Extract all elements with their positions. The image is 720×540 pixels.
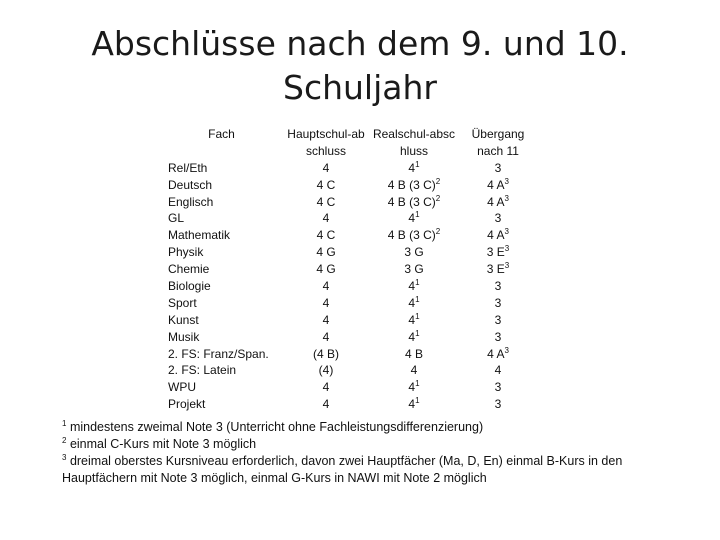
cell-fach-value: Projekt	[168, 397, 206, 412]
cell-uebergang	[459, 379, 537, 396]
header-uebergang-line1: Übergang	[471, 127, 525, 141]
cell-hauptschul-value: 4	[322, 295, 330, 310]
cell-uebergang-value: 4 A	[487, 177, 505, 192]
cell-fach-value: GL	[168, 211, 185, 226]
cell-fach-value: Rel/Eth	[168, 160, 208, 175]
cell-hauptschul	[283, 160, 369, 177]
cell-hauptschul	[283, 194, 369, 211]
footnote-ref: 3	[504, 176, 509, 186]
cell-hauptschul-value: (4)	[318, 363, 334, 378]
table-row	[168, 177, 537, 194]
cell-realschul	[369, 244, 459, 261]
footnote-ref: 1	[415, 294, 420, 304]
cell-realschul-value: 4	[408, 380, 416, 395]
footnote-ref: 1	[415, 328, 420, 338]
cell-realschul	[369, 396, 459, 413]
footnote-ref: 1	[415, 210, 420, 220]
grades-table	[168, 126, 537, 413]
cell-fach	[168, 244, 283, 261]
footnotes	[62, 419, 672, 487]
table-row	[168, 261, 537, 278]
table-row	[168, 227, 537, 244]
table-row	[168, 278, 537, 295]
table-row	[168, 329, 537, 346]
cell-fach	[168, 194, 283, 211]
cell-uebergang	[459, 210, 537, 227]
table-header-row-2	[168, 143, 537, 160]
cell-realschul	[369, 312, 459, 329]
cell-uebergang	[459, 329, 537, 346]
cell-hauptschul-value: 4 G	[316, 245, 336, 260]
cell-uebergang-value: 3	[494, 211, 502, 226]
footnote-ref: 3	[504, 261, 510, 271]
cell-uebergang-value: 3	[494, 295, 502, 310]
cell-hauptschul-value: 4	[322, 211, 330, 226]
cell-hauptschul-value: 4	[322, 397, 330, 412]
cell-uebergang	[459, 312, 537, 329]
cell-uebergang-value: 4 A	[487, 194, 505, 209]
cell-realschul-value: 4 B	[404, 346, 423, 361]
table-row	[168, 160, 537, 177]
cell-realschul	[369, 160, 459, 177]
cell-fach-value: Deutsch	[168, 177, 213, 192]
cell-hauptschul	[283, 295, 369, 312]
cell-hauptschul	[283, 329, 369, 346]
cell-hauptschul-value: 4	[322, 312, 330, 327]
cell-fach	[168, 312, 283, 329]
footnote-2	[62, 436, 672, 453]
cell-hauptschul	[283, 346, 369, 363]
footnote-ref: 2	[435, 227, 441, 237]
cell-hauptschul-value: 4	[322, 380, 330, 395]
cell-uebergang-value: 3	[494, 329, 502, 344]
cell-hauptschul-value: 4 C	[316, 228, 336, 243]
cell-realschul	[369, 210, 459, 227]
header-uebergang-line2: nach 11	[477, 143, 519, 158]
cell-fach-value: Musik	[168, 329, 200, 344]
cell-hauptschul	[283, 278, 369, 295]
cell-realschul	[369, 295, 459, 312]
cell-uebergang-value: 3 E	[486, 262, 505, 277]
cell-uebergang	[459, 227, 537, 244]
cell-realschul-value: 4 B (3 C)	[387, 177, 436, 192]
table-body	[168, 160, 537, 413]
footnote-mark: 2	[62, 435, 67, 445]
cell-fach	[168, 362, 283, 379]
cell-hauptschul-value: 4	[322, 160, 330, 175]
table-row	[168, 210, 537, 227]
cell-fach-value: Mathematik	[168, 228, 231, 243]
cell-hauptschul	[283, 210, 369, 227]
cell-fach	[168, 210, 283, 227]
cell-uebergang-value: 3	[494, 160, 502, 175]
cell-realschul-value: 4	[408, 211, 416, 226]
cell-hauptschul	[283, 379, 369, 396]
footnote-ref: 1	[415, 379, 420, 389]
footnote-ref: 1	[415, 159, 420, 169]
table-row	[168, 396, 537, 413]
title-line-2: Schuljahr	[283, 68, 437, 107]
cell-realschul	[369, 227, 459, 244]
cell-hauptschul	[283, 177, 369, 194]
table-row	[168, 244, 537, 261]
cell-realschul-value: 4	[408, 312, 416, 327]
cell-fach	[168, 177, 283, 194]
cell-fach	[168, 379, 283, 396]
footnote-text: dreimal oberstes Kursniveau erforderlich, davon zwei Hauptfächer (Ma, D, En) einmal B-Kurs in den Hauptfächern mit Note 3 möglich, einmal G-Kurs in NAWI mit Note 2 möglich	[62, 454, 623, 485]
cell-uebergang	[459, 194, 537, 211]
table-row	[168, 379, 537, 396]
cell-realschul	[369, 278, 459, 295]
title-line-1: Abschlüsse nach dem 9. und 10.	[91, 24, 629, 63]
cell-hauptschul	[283, 227, 369, 244]
cell-hauptschul-value: 4	[322, 329, 330, 344]
cell-hauptschul-value: 4 C	[316, 177, 336, 192]
cell-realschul-value: 4	[408, 160, 416, 175]
cell-fach-value: Englisch	[168, 194, 214, 209]
table-row	[168, 346, 537, 363]
footnote-3	[62, 453, 672, 487]
cell-uebergang-value: 3	[494, 279, 502, 294]
table-header-row-1	[168, 126, 537, 143]
cell-uebergang	[459, 278, 537, 295]
footnote-mark: 3	[62, 452, 67, 462]
cell-fach	[168, 329, 283, 346]
cell-uebergang-value: 3 E	[486, 245, 505, 260]
header-realschul-line2: hluss	[399, 143, 428, 158]
cell-hauptschul	[283, 312, 369, 329]
cell-realschul-value: 3 G	[404, 262, 424, 277]
cell-hauptschul-value: 4 C	[316, 194, 336, 209]
cell-realschul	[369, 177, 459, 194]
cell-hauptschul	[283, 396, 369, 413]
cell-uebergang	[459, 177, 537, 194]
cell-realschul-value: 4 B (3 C)	[387, 194, 436, 209]
cell-realschul	[369, 261, 459, 278]
cell-uebergang	[459, 346, 537, 363]
cell-realschul	[369, 194, 459, 211]
cell-realschul-value: 4	[408, 329, 416, 344]
cell-realschul-value: 4 B (3 C)	[387, 228, 436, 243]
cell-uebergang-value: 3	[494, 380, 502, 395]
cell-fach	[168, 396, 283, 413]
cell-uebergang-value: 4	[494, 363, 502, 378]
cell-uebergang	[459, 160, 537, 177]
cell-fach-value: WPU	[168, 380, 196, 395]
footnote-text: einmal C-Kurs mit Note 3 möglich	[69, 437, 257, 451]
cell-realschul	[369, 346, 459, 363]
footnote-ref: 3	[504, 227, 509, 237]
cell-realschul-value: 4	[408, 279, 416, 294]
header-realschul-line1: Realschul-absc	[372, 127, 456, 141]
cell-fach	[168, 295, 283, 312]
cell-fach	[168, 346, 283, 363]
cell-hauptschul	[283, 261, 369, 278]
header-hauptschul-line1: Hauptschul-ab	[287, 127, 365, 141]
cell-realschul-value: 4	[408, 295, 416, 310]
footnote-mark: 1	[62, 418, 67, 428]
cell-hauptschul-value: 4	[322, 279, 330, 294]
cell-hauptschul-value: 4 G	[316, 262, 336, 277]
cell-uebergang	[459, 244, 537, 261]
cell-hauptschul	[283, 244, 369, 261]
cell-fach	[168, 160, 283, 177]
cell-fach-value: Biologie	[168, 279, 211, 294]
footnote-ref: 2	[435, 176, 441, 186]
cell-fach-value: Sport	[168, 295, 197, 310]
table-row	[168, 194, 537, 211]
header-hauptschul-line2: schluss	[305, 143, 346, 158]
cell-uebergang	[459, 261, 537, 278]
cell-uebergang	[459, 295, 537, 312]
slide-title	[60, 22, 660, 110]
footnote-1	[62, 419, 672, 436]
footnote-ref: 3	[504, 244, 510, 254]
cell-uebergang	[459, 396, 537, 413]
table-row	[168, 312, 537, 329]
cell-hauptschul-value: (4 B)	[312, 346, 339, 361]
cell-uebergang-value: 4 A	[487, 228, 505, 243]
cell-fach-value: Chemie	[168, 262, 210, 277]
cell-realschul	[369, 379, 459, 396]
cell-fach-value: Kunst	[168, 312, 199, 327]
footnote-ref: 3	[504, 193, 509, 203]
cell-hauptschul	[283, 362, 369, 379]
cell-realschul-value: 3 G	[404, 245, 424, 260]
cell-realschul	[369, 329, 459, 346]
cell-uebergang-value: 4 A	[487, 346, 505, 361]
header-fach: Fach	[208, 127, 235, 141]
cell-fach-value: 2. FS: Latein	[168, 363, 237, 378]
footnote-ref: 2	[435, 193, 441, 203]
cell-uebergang	[459, 362, 537, 379]
cell-uebergang-value: 3	[494, 312, 502, 327]
footnote-ref: 3	[504, 345, 509, 355]
cell-fach-value: Physik	[168, 245, 204, 260]
cell-fach	[168, 227, 283, 244]
table-row	[168, 295, 537, 312]
table-row	[168, 362, 537, 379]
cell-realschul-value: 4	[410, 363, 418, 378]
footnote-text: mindestens zweimal Note 3 (Unterricht ohne Fachleistungsdifferenzierung)	[69, 420, 484, 434]
footnote-ref: 1	[415, 311, 420, 321]
footnote-ref: 1	[415, 396, 420, 406]
cell-fach	[168, 278, 283, 295]
cell-realschul	[369, 362, 459, 379]
cell-fach	[168, 261, 283, 278]
footnote-ref: 1	[415, 278, 420, 288]
cell-uebergang-value: 3	[494, 397, 502, 412]
cell-realschul-value: 4	[408, 397, 416, 412]
cell-fach-value: 2. FS: Franz/Span.	[168, 346, 269, 361]
